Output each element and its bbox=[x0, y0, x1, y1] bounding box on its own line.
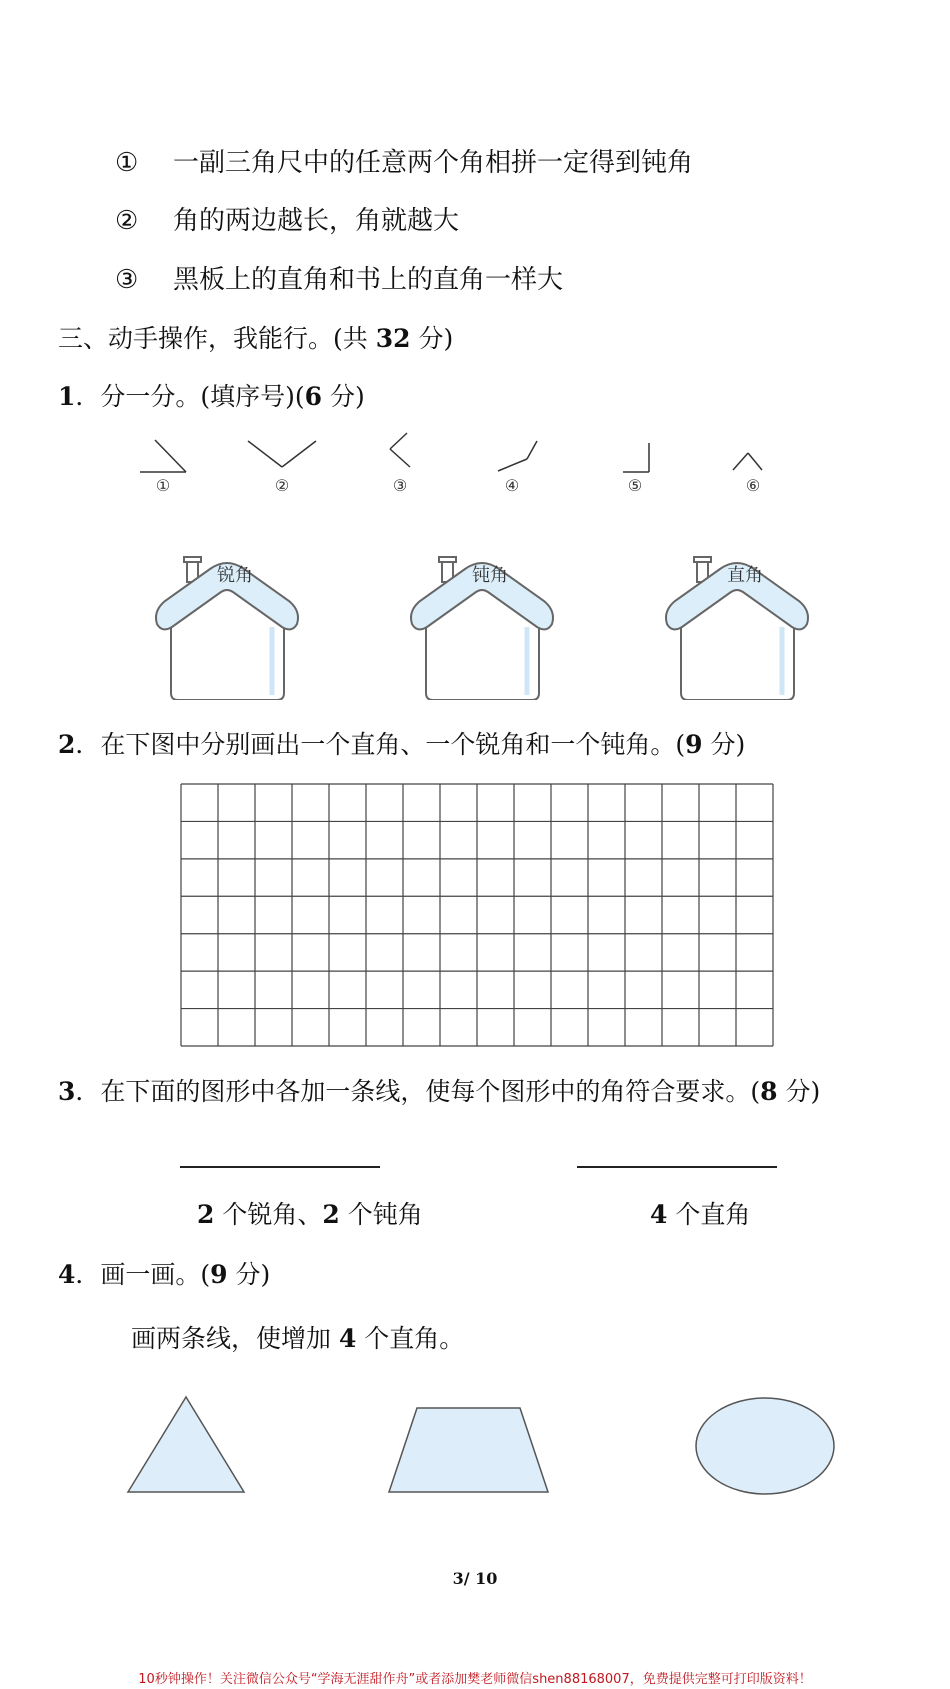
house-label-right: 直角 bbox=[727, 565, 763, 586]
house-obtuse bbox=[411, 557, 553, 700]
question-text: ．画一画。( bbox=[75, 1260, 211, 1289]
question-suffix: 分) bbox=[227, 1260, 271, 1289]
triangle-shape[interactable] bbox=[128, 1397, 244, 1492]
statement-mark: ② bbox=[115, 206, 139, 236]
angle-label-5: ⑤ bbox=[627, 476, 643, 495]
question-points: 6 bbox=[304, 382, 323, 411]
statement-2 bbox=[115, 204, 459, 238]
question-text: ．分一分。(填序号)( bbox=[75, 382, 305, 411]
houses bbox=[0, 550, 950, 700]
drawing-grid[interactable] bbox=[180, 783, 774, 1047]
house-label-acute: 锐角 bbox=[217, 565, 253, 586]
question-4-instruction bbox=[131, 1322, 464, 1356]
question-number: 2 bbox=[58, 730, 76, 759]
question-points: 8 bbox=[760, 1077, 778, 1106]
house-right bbox=[666, 557, 808, 700]
caption-text: 个锐角、 bbox=[214, 1200, 323, 1229]
statement-text: 一副三角尺中的任意两个角相拼一定得到钝角 bbox=[173, 148, 694, 178]
caption-number: 2 bbox=[322, 1200, 340, 1229]
question-suffix: 分) bbox=[777, 1077, 821, 1106]
shapes-to-draw bbox=[0, 1390, 950, 1510]
question-text: ．在下图中分别画出一个直角、一个锐角和一个钝角。( bbox=[75, 730, 686, 759]
angle-figure-4 bbox=[498, 441, 537, 471]
question-text: ．在下面的图形中各加一条线，使每个图形中的角符合要求。( bbox=[75, 1077, 761, 1106]
section-points: 32 bbox=[375, 324, 411, 353]
page-number: 3/ 10 bbox=[452, 1569, 498, 1588]
question-number: 4 bbox=[58, 1260, 76, 1289]
angle-figure-1 bbox=[140, 440, 186, 472]
angle-label-6: ⑥ bbox=[745, 476, 761, 495]
caption-left bbox=[197, 1198, 423, 1232]
instruction-suffix: 个直角。 bbox=[356, 1324, 465, 1353]
footer-promo: 10秒钟操作！关注微信公众号“学海无涯甜作舟”或者添加樊老师微信shen88168007，免费提供完整可打印版资料！ bbox=[138, 1672, 812, 1687]
angle-label-4: ④ bbox=[504, 476, 520, 495]
angle-figures bbox=[0, 425, 950, 505]
answer-line-left[interactable] bbox=[180, 1166, 380, 1168]
trapezoid-shape[interactable] bbox=[389, 1408, 548, 1492]
caption-number: 4 bbox=[650, 1200, 668, 1229]
angle-figure-2 bbox=[248, 441, 316, 467]
angle-figure-3 bbox=[390, 433, 410, 467]
question-points: 9 bbox=[210, 1260, 228, 1289]
question-number: 1 bbox=[58, 382, 76, 411]
answer-line-right[interactable] bbox=[577, 1166, 777, 1168]
angle-figure-5 bbox=[623, 443, 649, 472]
instruction-number: 4 bbox=[338, 1324, 357, 1353]
statement-text: 黑板上的直角和书上的直角一样大 bbox=[173, 265, 564, 295]
caption-right bbox=[650, 1198, 750, 1232]
angle-label-2: ② bbox=[274, 476, 290, 495]
statement-3 bbox=[115, 263, 563, 297]
question-2-title bbox=[58, 728, 745, 762]
house-acute bbox=[156, 557, 298, 700]
statement-mark: ① bbox=[115, 148, 139, 178]
question-number: 3 bbox=[58, 1077, 76, 1106]
question-4-title bbox=[58, 1258, 270, 1292]
question-1-title bbox=[58, 380, 365, 414]
instruction-text: 画两条线，使增加 bbox=[131, 1324, 339, 1353]
caption-text: 个钝角 bbox=[339, 1200, 423, 1229]
statement-1 bbox=[115, 146, 693, 180]
question-3-title bbox=[58, 1075, 820, 1109]
ellipse-shape[interactable] bbox=[696, 1398, 834, 1494]
house-label-obtuse: 钝角 bbox=[472, 565, 508, 586]
section-3-title bbox=[58, 322, 453, 356]
statement-mark: ③ bbox=[115, 265, 139, 295]
caption-number: 2 bbox=[197, 1200, 215, 1229]
question-points: 9 bbox=[685, 730, 703, 759]
angle-figure-6 bbox=[733, 453, 762, 470]
angle-label-3: ③ bbox=[392, 476, 408, 495]
section-title-text: 三、动手操作，我能行。(共 bbox=[58, 324, 376, 353]
section-title-suffix: 分) bbox=[410, 324, 454, 353]
caption-text: 个直角 bbox=[667, 1200, 751, 1229]
statement-text: 角的两边越长，角就越大 bbox=[173, 206, 460, 236]
question-suffix: 分) bbox=[322, 382, 365, 411]
angle-label-1: ① bbox=[155, 476, 171, 495]
question-suffix: 分) bbox=[702, 730, 746, 759]
